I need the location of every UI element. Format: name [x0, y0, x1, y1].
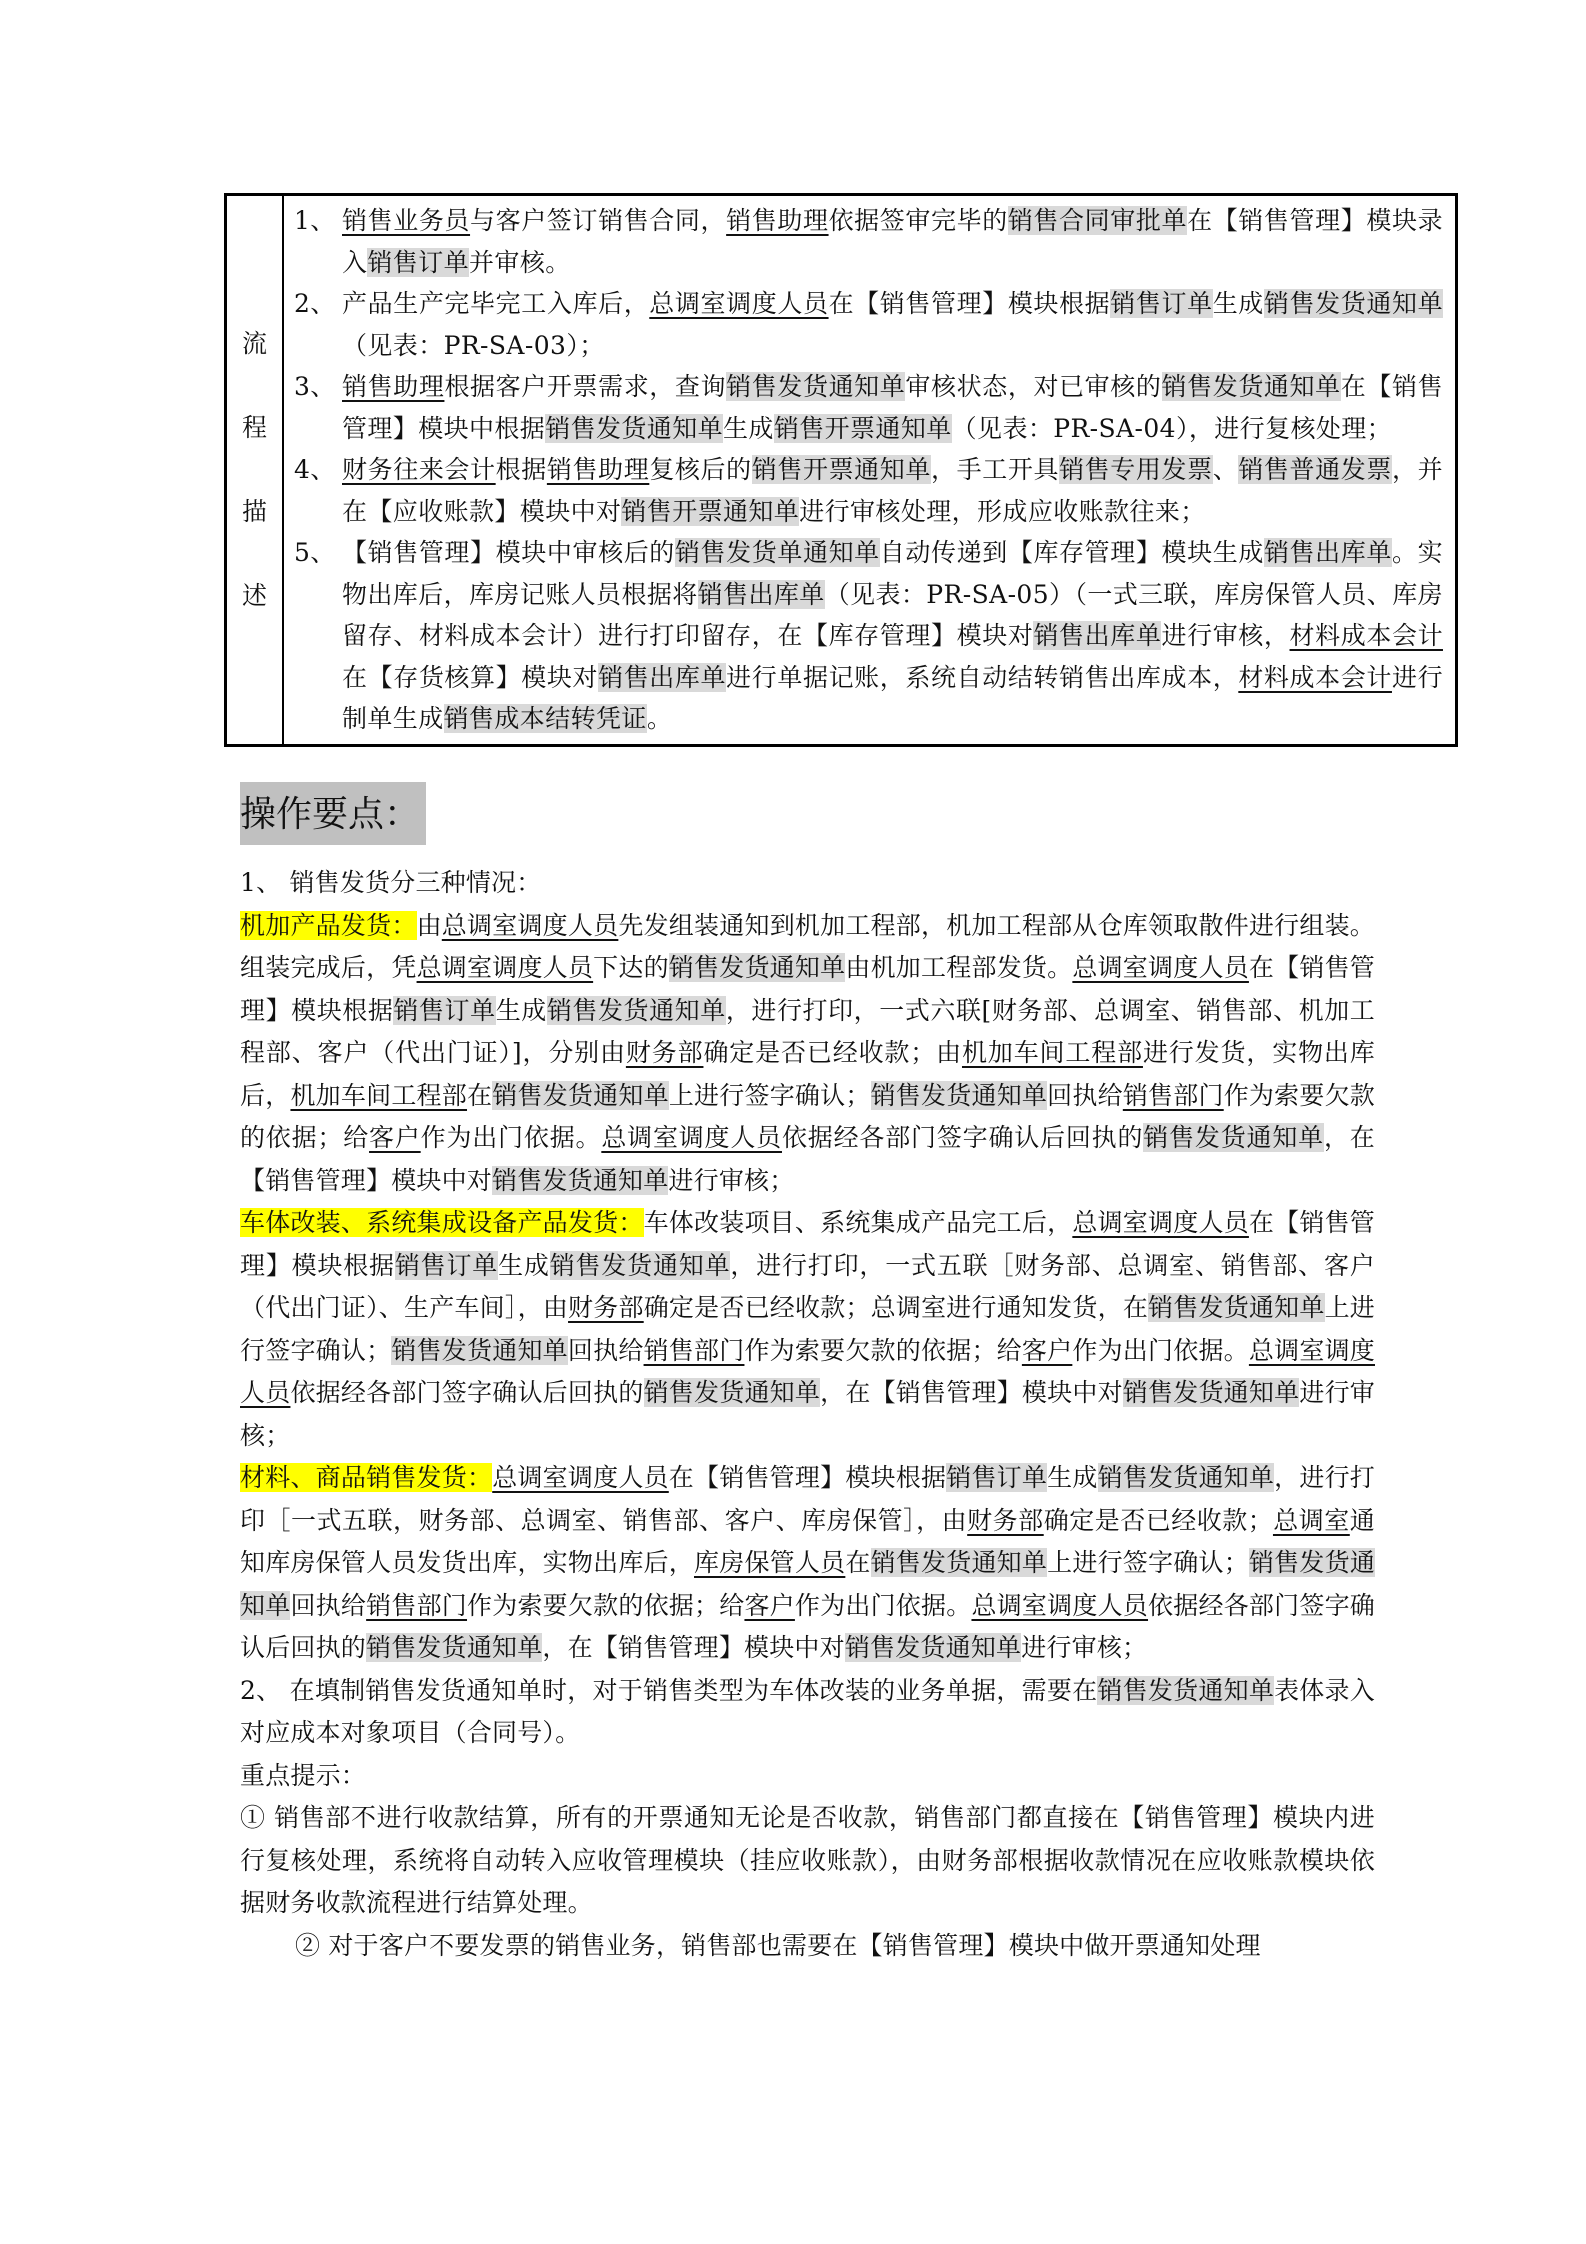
role-term: 材料成本会计 [1238, 662, 1392, 692]
flow-label-char: 流 [241, 328, 267, 358]
paragraph [240, 1457, 1375, 1670]
highlighted-term: 销售发货通知单 [1097, 1675, 1275, 1705]
role-term: 总调室 [1272, 1505, 1350, 1535]
text-run: 自动传递到【库存管理】模块生成 [879, 538, 1264, 567]
role-term: 客户 [369, 1123, 421, 1152]
paragraph [240, 1797, 1375, 1925]
role-term: 客户 [1021, 1335, 1073, 1365]
text-run: ，在【销售管理】模块中对 [240, 1123, 1375, 1195]
role-term: 销售助理 [726, 206, 829, 235]
paragraph [240, 1755, 1375, 1798]
flow-step [294, 200, 1443, 283]
text-run: ，进行打印［一式五联，财务部、总调室、销售部、客户、库房保管］，由 [240, 1463, 1375, 1535]
flow-label-cell [226, 195, 284, 746]
step-text [342, 366, 1443, 449]
text-run: 2、 在填制销售发货通知单时，对于销售类型为车体改装的业务单据，需要在 [240, 1675, 1098, 1705]
text-run: 产品生产完毕完工入库后， [342, 289, 650, 318]
text-run: 回执给 [1047, 1080, 1123, 1110]
step-text [342, 283, 1443, 366]
flow-steps-cell [283, 195, 1457, 746]
flow-step [294, 366, 1443, 449]
highlighted-term: 销售发货通知单 [1097, 1463, 1275, 1492]
highlighted-term: 销售发货通知单 [1263, 289, 1443, 318]
highlighted-term: 销售发货通知单 [366, 1633, 543, 1662]
text-run: 在 [845, 1548, 871, 1577]
text-run: 、 [1212, 455, 1239, 484]
text-run: 在【销售管理】模块根据 [828, 289, 1111, 318]
text-run: 车体改装项目、系统集成产品完工后， [643, 1208, 1073, 1237]
role-term: 客户 [744, 1590, 795, 1620]
text-run: 作为出门依据。 [794, 1590, 972, 1620]
highlighted-term: 销售订单 [394, 1250, 499, 1280]
role-term: 总调室调度人员 [1072, 953, 1249, 982]
text-run: ，手工开具 [931, 455, 1060, 484]
flow-label-char: 程 [241, 412, 267, 442]
role-term: 总调室调度人员 [971, 1590, 1149, 1620]
text-run: 进行制单生成 [342, 662, 1443, 733]
text-run: 进行审核； [240, 1378, 1376, 1450]
highlighted-term: 销售合同审批单 [1007, 206, 1188, 235]
highlighted-term: 销售开票通知单 [621, 496, 800, 526]
text-run: 作为出门依据。 [420, 1123, 602, 1152]
step-number: 4、 [294, 455, 336, 484]
flow-step [294, 283, 1443, 366]
text-run: 先发组装通知到机加工程部，机加工程部从仓库领取散件进行组装。组装完成后，凭 [240, 910, 1376, 982]
highlighted-term: 销售订单 [393, 995, 496, 1025]
text-run: （见表：PR-SA-04），进行复核处理； [951, 413, 1393, 443]
flow-step [294, 449, 1443, 532]
text-run: ② 对于客户不要发票的销售业务，销售部也需要在【销售管理】模块中做开票通知处理 [295, 1930, 1261, 1960]
text-run: 确定是否已经收款；总调室进行通知发货，在 [643, 1293, 1149, 1322]
text-run: ，在【销售管理】模块中对 [542, 1633, 845, 1662]
paragraph [240, 1202, 1375, 1457]
paragraph [240, 1925, 1375, 1968]
text-run: 审核状态，对已审核的 [905, 372, 1162, 401]
text-run: 作为索要欠款的依据；给 [467, 1590, 745, 1620]
text-run: 生成 [1047, 1463, 1098, 1492]
text-run: 与客户签订销售合同， [470, 206, 727, 235]
text-run: 进行审核处理，形成应收账款往来； [799, 496, 1206, 526]
highlighted-term: 销售发货通知单 [870, 1080, 1048, 1110]
text-run: 进行审核； [668, 1165, 795, 1195]
text-run: 并审核。 [469, 247, 571, 277]
text-run: 进行审核， [1161, 621, 1290, 650]
step-text [342, 200, 1443, 283]
highlighted-term: 销售发货通知单 [668, 953, 846, 982]
text-run: 在【销售管理】模块录入 [342, 206, 1443, 277]
flow-step [294, 532, 1443, 740]
step-number: 2、 [294, 289, 336, 318]
step-number: 3、 [294, 372, 336, 401]
text-run: 表体录入对应成本对象项目（合同号）。 [240, 1675, 1375, 1747]
highlighted-term: 销售专用发票 [1059, 455, 1213, 484]
text-run: 在【存货核算】模块对 [342, 662, 599, 692]
text-run: 根据 [495, 455, 547, 484]
role-term: 总调室调度人员 [601, 1123, 782, 1152]
step-text [342, 449, 1443, 532]
case-label: 材料、商品销售发货： [240, 1463, 493, 1492]
role-term: 财务往来会计 [342, 455, 496, 484]
case-label: 车体改装、系统集成设备产品发货： [240, 1208, 644, 1237]
role-term: 销售部门 [1122, 1080, 1224, 1110]
text-run: 在【销售管理】模块根据 [668, 1463, 947, 1492]
highlighted-term: 销售发货通知单 [643, 1378, 821, 1407]
highlighted-term: 销售发货通知单 [844, 1633, 1022, 1662]
section-heading: 操作要点： [240, 782, 426, 845]
role-term: 总调室调度人员 [1072, 1208, 1249, 1237]
role-term: 销售部门 [643, 1335, 745, 1365]
role-term: 销售助理 [342, 372, 445, 401]
text-run: ① 销售部不进行收款结算，所有的开票通知无论是否收款，销售部门都直接在【销售管理】模块内进行复核处理，系统将自动转入应收管理模块（挂应收账款），由财务部根据收款情况在应收账款模块依据财务收款流程进行结算处理。 [240, 1803, 1375, 1917]
role-term: 库房保管人员 [694, 1548, 846, 1577]
text-run: 上进行签字确认； [240, 1293, 1375, 1365]
text-run: ，进行打印，一式五联［财务部、总调室、销售部、客户（代出门证）、生产车间］，由 [240, 1250, 1375, 1322]
role-term: 机加车间工程部 [961, 1038, 1143, 1067]
text-run: 进行发货，实物出库后， [240, 1038, 1375, 1110]
text-run: 复核后的 [649, 455, 752, 484]
text-run: ，在【销售管理】模块中对 [820, 1378, 1123, 1407]
highlighted-term: 销售发货通知单 [1122, 1378, 1300, 1407]
case-label: 机加产品发货： [240, 910, 417, 940]
text-run: 【销售管理】模块中审核后的 [342, 538, 675, 567]
step-text [342, 532, 1443, 740]
paragraph [240, 1670, 1375, 1755]
text-run: 进行单据记账，系统自动结转销售出库成本， [726, 662, 1239, 692]
text-run: 通知库房保管人员发货出库，实物出库后， [240, 1505, 1375, 1577]
section-content [240, 862, 1375, 1967]
role-term: 总调室调度人员 [240, 1335, 1375, 1407]
text-run: 在【销售管理】模块根据 [240, 1208, 1375, 1280]
text-run: 由 [416, 910, 442, 940]
text-run: （见表：PR-SA-03）； [342, 330, 605, 360]
role-term: 财务部 [568, 1293, 644, 1322]
highlighted-term: 销售发货通知单 [1148, 1293, 1325, 1322]
highlighted-term: 销售发货通知单 [1161, 372, 1341, 401]
highlighted-term: 销售发货通知单 [391, 1335, 568, 1365]
flow-label-char: 描 [241, 496, 267, 526]
text-run: ，进行打印，一式六联[财务部、总调室、销售部、机加工程部、客户（代出门证）]，分别由 [240, 995, 1375, 1067]
highlighted-term: 销售成本结转凭证 [443, 704, 647, 733]
role-term: 销售助理 [546, 455, 650, 484]
highlighted-term: 销售发货通知单 [1143, 1123, 1324, 1152]
text-run: 作为出门依据。 [1072, 1335, 1249, 1365]
text-run: 根据客户开票需求，查询 [444, 372, 727, 401]
text-run: 。实物出库后，库房记账人员根据将 [342, 538, 1443, 609]
paragraph [240, 862, 1375, 905]
highlighted-term: 销售出库单 [598, 662, 727, 692]
role-term: 财务部 [967, 1505, 1044, 1535]
text-run: 生成 [495, 995, 547, 1025]
highlighted-term: 销售订单 [1110, 289, 1213, 318]
role-term: 总调室调度人员 [416, 953, 594, 982]
flow-steps-list [294, 200, 1443, 740]
text-run: 依据经各部门签字确认后回执的 [290, 1378, 644, 1407]
text-run: 生成 [498, 1250, 550, 1280]
role-term: 机加车间工程部 [290, 1080, 468, 1110]
highlighted-term: 销售发货通知单 [492, 1165, 669, 1195]
highlighted-term: 销售发货通知单 [726, 372, 906, 401]
text-run: 上进行签字确认； [668, 1080, 871, 1110]
role-term: 财务部 [625, 1038, 704, 1067]
flow-label-char: 述 [241, 580, 267, 610]
paragraph [240, 905, 1375, 1203]
text-run: 生成 [723, 413, 774, 443]
process-flow-table [224, 193, 1458, 747]
highlighted-term: 销售发货通知单 [870, 1548, 1048, 1577]
text-run: 回执给 [567, 1335, 644, 1365]
text-run: ，并在【应收账款】模块中对 [342, 455, 1443, 526]
highlighted-term: 销售开票通知单 [773, 413, 952, 443]
text-run: 在【销售管理】模块中根据 [342, 372, 1443, 443]
highlighted-term: 销售发货通知单 [549, 1250, 731, 1280]
text-run: 下达的 [593, 953, 669, 982]
text-run: 依据经各部门签字确认后回执的 [240, 1590, 1376, 1662]
text-run: 作为索要欠款的依据；给 [744, 1335, 1022, 1365]
highlighted-term: 销售发货通知单 [240, 1548, 1376, 1620]
highlighted-term: 销售订单 [367, 247, 470, 277]
text-run: 作为索要欠款的依据；给 [240, 1080, 1376, 1152]
text-run: 。 [646, 704, 673, 733]
role-term: 总调室调度人员 [441, 910, 619, 940]
text-run: 确定是否已经收款； [1043, 1505, 1273, 1535]
text-run: 确定是否已经收款；由 [703, 1038, 962, 1067]
highlighted-term: 销售开票通知单 [751, 455, 932, 484]
text-run: 重点提示： [240, 1760, 367, 1790]
role-term: 总调室调度人员 [649, 289, 829, 318]
text-run: 依据签审完毕的 [828, 206, 1008, 235]
role-term: 销售部门 [366, 1590, 468, 1620]
highlighted-term: 销售出库单 [1033, 621, 1162, 650]
text-run: 由机加工程部发货。 [845, 953, 1073, 982]
text-run: 在 [467, 1080, 493, 1110]
text-run: 依据经各部门签字确认后回执的 [781, 1123, 1144, 1152]
step-number: 1、 [294, 206, 336, 235]
text-run: 回执给 [290, 1590, 367, 1620]
highlighted-term: 销售出库单 [697, 579, 825, 609]
highlighted-term: 销售发货通知单 [492, 1080, 669, 1110]
highlighted-term: 销售发货通知单 [545, 413, 724, 443]
highlighted-term: 销售订单 [946, 1463, 1048, 1492]
text-run: 1、 销售发货分三种情况： [240, 868, 542, 897]
text-run: 上进行签字确认； [1047, 1548, 1249, 1577]
highlighted-term: 销售发货单通知单 [674, 538, 880, 567]
highlighted-term: 销售发货通知单 [546, 995, 726, 1025]
text-run: 进行审核； [1021, 1633, 1148, 1662]
highlighted-term: 销售普通发票 [1238, 455, 1392, 484]
text-run: 在【销售管理】模块根据 [240, 953, 1376, 1025]
role-term: 材料成本会计 [1289, 621, 1443, 650]
step-number: 5、 [294, 538, 336, 567]
role-term: 总调室调度人员 [492, 1463, 669, 1492]
highlighted-term: 销售出库单 [1263, 538, 1392, 567]
role-term: 销售业务员 [342, 206, 471, 235]
text-run: （见表：PR-SA-05）（一式三联，库房保管人员、库房留存、材料成本会计）进行打印留存，在【库存管理】模块对 [342, 579, 1443, 650]
text-run: 生成 [1212, 289, 1264, 318]
